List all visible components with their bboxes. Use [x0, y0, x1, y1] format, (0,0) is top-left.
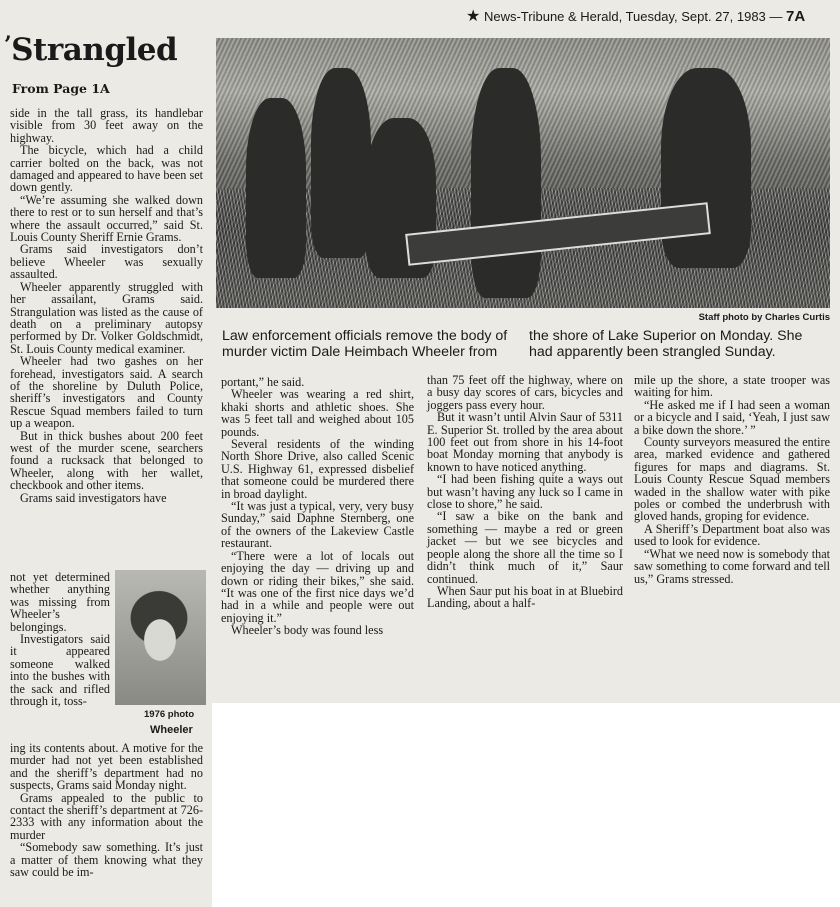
portrait-name: Wheeler	[150, 724, 193, 736]
paragraph: Investigators said it appeared someone walked into the bushes with the sack and rifled through it, toss-	[10, 632, 110, 709]
column-1-bottom	[10, 742, 203, 878]
paragraph: “We’re assuming she walked down there to rest or to sun herself and that’s where the assault occurred,” said St. Louis County Sheriff Ernie Grams.	[10, 192, 203, 245]
paragraph: than 75 feet off the highway, where on a busy day scores of cars, bicycles and joggers pass every hour.	[427, 373, 623, 412]
photo-figure-5	[661, 68, 751, 268]
paragraph: Several residents of the winding North Shore Drive, also called Scenic U.S. Highway 61, expressed disbelief that someone could be murdered there in broad daylight.	[221, 437, 414, 501]
masthead-text: News-Tribune & Herald, Tuesday, Sept. 27, 1983 —	[483, 9, 783, 24]
paragraph: “I saw a bike on the bank and something — maybe a red or green jacket — but we see bicycles and people along the shore all the time so I didn’t think much of it,” Saur continued.	[427, 509, 623, 586]
paragraph: “He asked me if I had seen a woman or a bicycle and I said, ‘Yeah, I just saw a bike down the shore.’ ”	[634, 397, 830, 437]
paragraph: “What we need now is somebody that saw something to come forward and tell us,” Grams stressed.	[634, 546, 830, 586]
paragraph: But in thick bushes about 200 feet west of the murder scene, searchers found a rucksack that belonged to Wheeler, along with her wallet, checkbook and other items.	[10, 428, 203, 493]
star-icon: ★	[466, 8, 481, 25]
column-3	[427, 374, 623, 610]
paragraph: But it wasn’t until Alvin Saur of 5311 E. Superior St. trolled by the area about 100 feet out from shore in his 14-foot boat Monday morning that anybody is known to have noticed anything.	[427, 410, 623, 474]
page-number: 7A	[786, 8, 806, 25]
photo-figure-1	[246, 98, 306, 278]
photo-caption-right: the shore of Lake Superior on Monday. She had apparently been strangled Sunday.	[529, 328, 803, 360]
paragraph: ing its contents about. A motive for the murder had not yet been established and the sheriff’s department had no suspects, Grams said Monday night.	[10, 741, 203, 793]
paragraph: Wheeler had two gashes on her forehead, investigators said. A search of the shoreline by Duluth Police, sheriff’s investigators and County Rescue Squad members failed to turn up a weapon.	[10, 354, 203, 431]
column-2	[221, 376, 414, 637]
portrait-photo	[115, 570, 206, 705]
paragraph: “Somebody saw something. It’s just a matter of them knowing what they saw could be im-	[10, 840, 203, 880]
headline-title: Strangled	[11, 32, 178, 68]
headline-mark: ’	[4, 32, 12, 58]
paragraph: “It was just a typical, very, very busy Sunday,” said Daphne Sternberg, one of the owners of the Lakeview Castle restaurant.	[221, 499, 414, 551]
column-4	[634, 374, 830, 585]
column-1-wrap	[10, 571, 110, 707]
photo-caption-left: Law enforcement officials remove the body of murder victim Dale Heimbach Wheeler from	[222, 328, 508, 360]
paragraph: side in the tall grass, its handlebar visible from 30 feet away on the highway.	[10, 106, 203, 145]
column-1-top	[10, 107, 203, 504]
news-photo	[216, 38, 830, 308]
photo-figure-4	[471, 68, 541, 298]
photo-figure-2	[311, 68, 371, 258]
paragraph: “I had been fishing quite a ways out but wasn’t having any luck so I came in close to shore,” he said.	[427, 472, 623, 512]
paragraph: not yet determined whether anything was missing from Wheeler’s belongings.	[10, 570, 110, 634]
paragraph: County surveyors measured the entire area, marked evidence and gathered figures for maps and diagrams. St. Louis County Rescue Squad members waded in the shallow water with pike poles or combed the underbrush with gloved hands, groping for evidence.	[634, 435, 830, 524]
page-header	[466, 6, 836, 26]
paragraph: Grams said investigators have	[20, 490, 167, 505]
paragraph: Wheeler apparently struggled with her assailant, Grams said. Strangulation was listed as the cause of death on a preliminary autopsy performed by Dr. Volker Goldschmidt, St. Louis County medical examiner.	[10, 279, 203, 356]
paragraph: When Saur put his boat in at Bluebird Landing, about a half-	[427, 583, 623, 611]
paragraph: “There were a lot of locals out enjoying the day — driving up and down or riding their bikes,” she said. “It was one of the first nice days we’d had in a while and people were out enjoying it.”	[221, 548, 414, 625]
photo-credit: Staff photo by Charles Curtis	[698, 312, 830, 323]
paragraph: Wheeler’s body was found less	[231, 623, 384, 638]
portrait-credit: 1976 photo	[144, 709, 195, 720]
paragraph: mile up the shore, a state trooper was waiting for him.	[634, 373, 830, 400]
paragraph: portant,” he said.	[221, 375, 305, 389]
paragraph: Grams said investigators don’t believe Wheeler was sexually assaulted.	[10, 242, 203, 282]
paragraph: Grams appealed to the public to contact the sheriff’s department at 726-2333 with any information about the murder	[10, 790, 203, 842]
paragraph: Wheeler was wearing a red shirt, khaki shorts and athletic shoes. She was 5 feet tall and weighed about 105 pounds.	[221, 387, 414, 439]
headline	[4, 32, 177, 68]
paragraph: The bicycle, which had a child carrier bolted on the back, was not damaged and appeared to have been set down gently.	[10, 143, 203, 195]
paragraph: A Sheriff’s Department boat also was used to look for evidence.	[634, 521, 830, 549]
jump-line: From Page 1A	[12, 81, 110, 96]
